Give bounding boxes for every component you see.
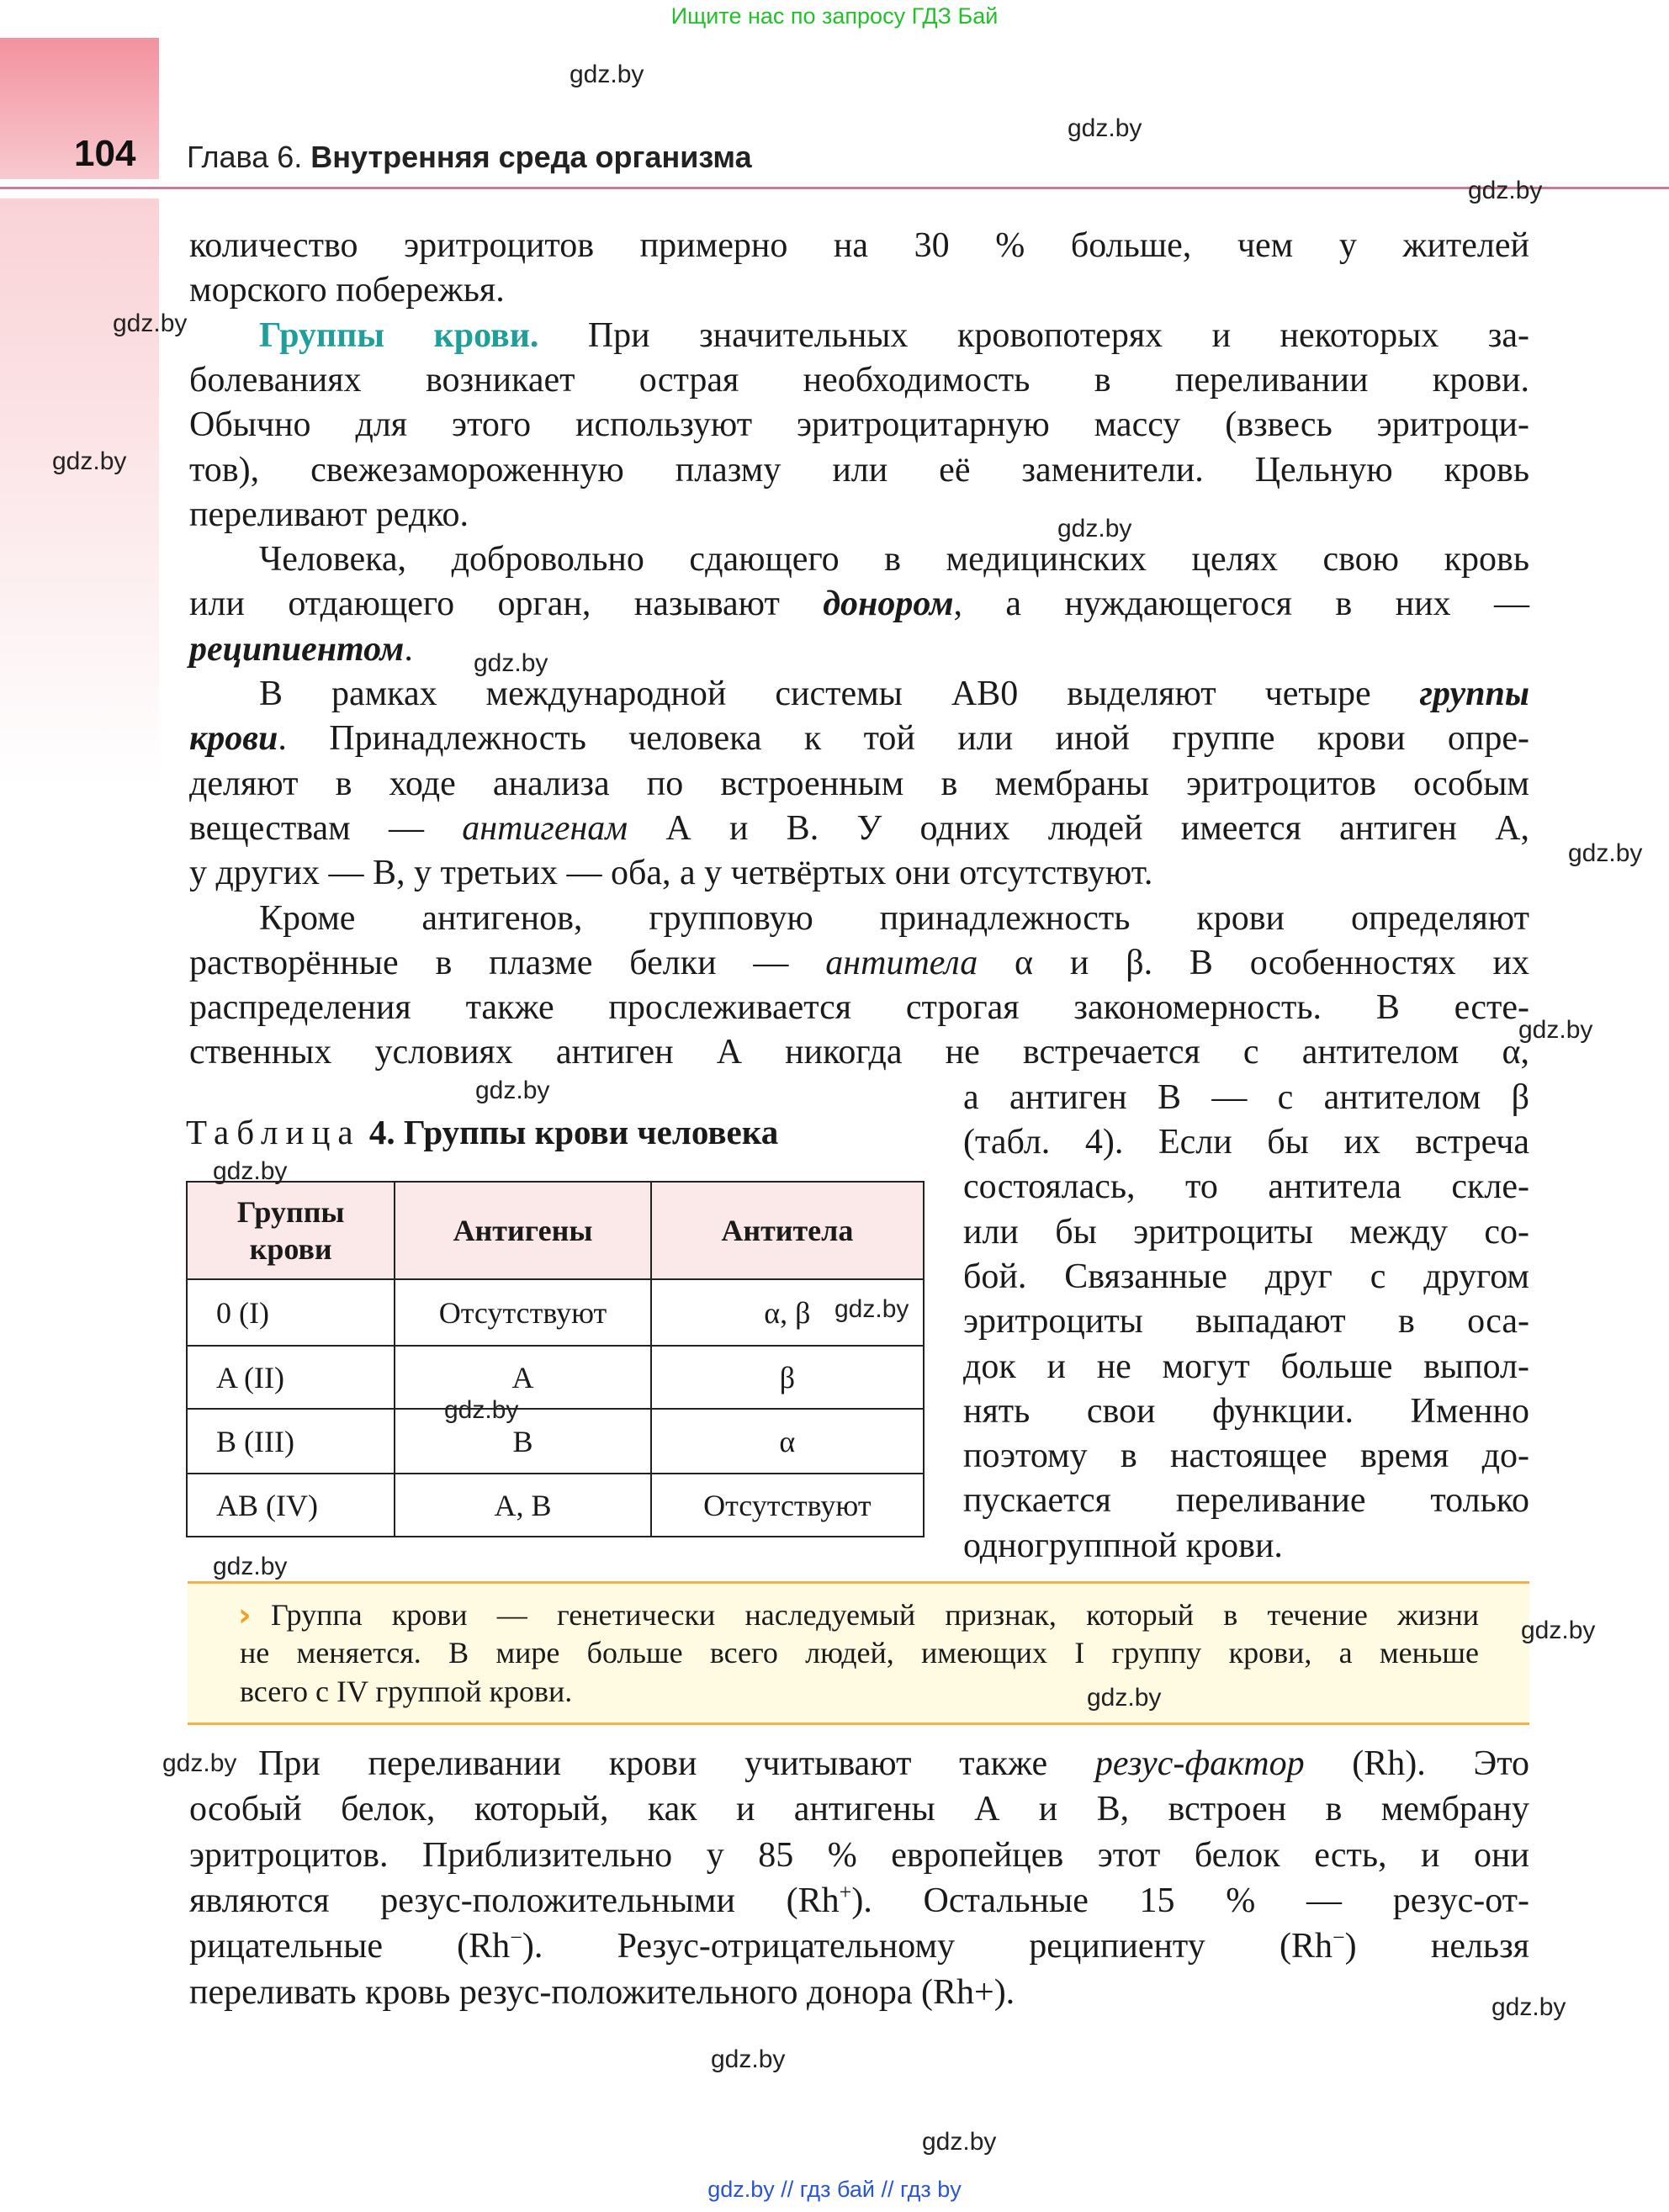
text-segment: особый белок, который, как и антигены А и В, встроен в мембрану <box>189 1790 1529 1829</box>
text-segment: . Принадлежность человека к той или иной группе крови опре- <box>278 719 1529 759</box>
text-line <box>189 402 1529 447</box>
text-line <box>189 1833 1529 1878</box>
text-line <box>189 581 1529 627</box>
text-segment: являются резус-положительными (Rh <box>189 1881 840 1920</box>
text-segment: При значительных кровопотерях и некоторых за- <box>538 315 1529 355</box>
text-segment: не меняется. В мире больше всего людей, имеющих I группу крови, а меньше <box>240 1636 1479 1670</box>
cell-group: B (III) <box>187 1409 395 1474</box>
text-line <box>963 1164 1529 1209</box>
text-segment: болеваниях возникает острая необходимость в переливании крови. <box>189 360 1529 400</box>
text-line <box>189 447 1529 493</box>
text-segment: рицательные (Rh <box>189 1927 511 1966</box>
text-segment: ). Резус-отрицательному реципиенту (Rh <box>522 1927 1333 1966</box>
text-line <box>189 357 1529 403</box>
header-divider <box>0 187 1669 189</box>
chevron-right-icon: › <box>238 1596 252 1633</box>
text-line <box>189 806 1529 851</box>
text-segment: А и В. У одних людей имеется антиген А, <box>628 808 1529 848</box>
page-number: 104 <box>74 133 136 174</box>
text-line <box>963 1299 1529 1344</box>
search-hint-banner: Ищите нас по запросу ГДЗ Бай <box>670 3 999 29</box>
text-segment: растворённые в плазме белки — <box>189 943 826 982</box>
watermark: gdz.by <box>922 2128 997 2156</box>
table-caption <box>186 1112 778 1152</box>
text-segment: или отдающего орган, называют <box>189 585 824 624</box>
table-header-row <box>187 1182 924 1279</box>
text-segment: тов), свежезамороженную плазму или её заменители. Цельную кровь <box>189 450 1529 489</box>
text-line <box>259 537 1529 582</box>
text-segment: док и не могут больше выпол- <box>963 1347 1529 1386</box>
watermark: gdz.by <box>1518 1016 1593 1044</box>
text-line <box>189 267 1529 313</box>
text-segment: распределения также прослеживается строгая закономерность. В есте- <box>189 988 1529 1028</box>
text-line <box>963 1119 1529 1165</box>
watermark: gdz.by <box>162 1749 237 1777</box>
watermark: gdz.by <box>570 61 644 88</box>
text-segment: Кроме антигенов, групповую принадлежность крови определяют <box>259 898 1529 938</box>
watermark: gdz.by <box>1521 1617 1596 1644</box>
chapter-heading <box>187 140 752 175</box>
text-segment: переливают редко. <box>189 495 469 534</box>
watermark: gdz.by <box>52 447 127 475</box>
text-line <box>189 761 1529 807</box>
watermark: gdz.by <box>711 2045 786 2073</box>
text-line <box>271 1596 1479 1634</box>
text-line <box>963 1433 1529 1479</box>
text-segment: ) нельзя <box>1344 1927 1529 1966</box>
table-row <box>187 1346 924 1409</box>
cell-group: AB (IV) <box>187 1474 395 1537</box>
table-row <box>187 1474 924 1537</box>
text-line <box>963 1209 1529 1255</box>
text-segment: морского побережья. <box>189 271 505 310</box>
watermark: gdz.by <box>474 649 548 677</box>
text-line <box>189 627 1529 672</box>
chapter-title: Внутренняя среда организма <box>310 140 752 174</box>
text-line <box>258 1741 1529 1786</box>
emphasis-term: крови <box>189 719 278 759</box>
text-segment: α и β. В особенностях их <box>978 943 1530 982</box>
text-line <box>189 223 1529 268</box>
text-segment: ственных условиях антиген А никогда не встречается с антителом α, <box>189 1033 1529 1072</box>
superscript: − <box>1332 1925 1345 1950</box>
watermark: gdz.by <box>213 1553 288 1580</box>
cell-antibodies: β <box>651 1346 924 1409</box>
text-line <box>189 1970 1529 2015</box>
text-line <box>963 1344 1529 1389</box>
table-caption-label: Таблица <box>186 1113 361 1151</box>
watermark: gdz.by <box>1057 515 1132 542</box>
blood-groups-table <box>186 1181 925 1537</box>
superscript: − <box>510 1925 522 1950</box>
text-line <box>963 1075 1529 1120</box>
emphasis-term: группы <box>1419 675 1529 713</box>
text-segment: всего с IV группой крови. <box>240 1674 573 1708</box>
watermark: gdz.by <box>475 1077 550 1104</box>
text-line <box>240 1673 1479 1711</box>
margin-decoration <box>0 198 159 787</box>
emphasis-term: реципиентом <box>189 629 405 669</box>
superscript: + <box>839 1879 852 1904</box>
text-segment: . <box>404 629 413 669</box>
text-line <box>189 850 1529 896</box>
text-segment: одногруппной крови. <box>963 1526 1283 1565</box>
text-line <box>189 940 1529 986</box>
text-line <box>259 671 1529 717</box>
cell-group: 0 (I) <box>187 1279 395 1346</box>
text-segment: Человека, добровольно сдающего в медицинских целях свою кровь <box>259 540 1529 579</box>
watermark: gdz.by <box>444 1396 519 1424</box>
cell-antigens: Отсутствуют <box>395 1279 650 1346</box>
text-line <box>189 985 1529 1030</box>
text-line <box>189 492 1529 537</box>
text-segment: количество эритроцитов примерно на 30 % больше, чем у жителей <box>189 226 1529 265</box>
cell-antigens: A, B <box>395 1474 650 1537</box>
watermark: gdz.by <box>213 1157 288 1185</box>
table-caption-title: 4. Группы крови человека <box>368 1113 779 1151</box>
text-line <box>963 1478 1529 1523</box>
text-line <box>963 1254 1529 1299</box>
emphasis-term: антигенам <box>462 808 628 848</box>
text-segment: В рамках международной системы АВ0 выделяют четыре <box>259 675 1420 713</box>
cell-antigens: B <box>395 1409 650 1474</box>
text-segment: нять свои функции. Именно <box>963 1391 1529 1431</box>
text-segment: деляют в ходе анализа по встроенным в мембраны эритроцитов особым <box>189 764 1529 803</box>
text-line <box>189 716 1529 761</box>
text-segment: , а нуждающегося в них — <box>953 585 1529 624</box>
text-line <box>259 313 1529 358</box>
text-line <box>189 1029 1529 1075</box>
text-segment: у других — В, у третьих — оба, а у четвёртых они отсутствуют. <box>189 854 1153 893</box>
text-segment: состоялась, то антитела скле- <box>963 1167 1529 1207</box>
text-segment: (табл. 4). Если бы их встреча <box>963 1123 1529 1162</box>
text-segment: При переливании крови учитывают также <box>258 1744 1095 1783</box>
watermark: gdz.by <box>834 1295 909 1323</box>
header-blood-group: Группы крови <box>187 1182 395 1279</box>
watermark: gdz.by <box>113 310 188 337</box>
header-antibodies: Антитела <box>651 1182 924 1279</box>
text-segment: веществам — <box>189 808 463 848</box>
table-row <box>187 1279 924 1346</box>
text-segment: эритроциты выпадают в оса- <box>963 1302 1529 1341</box>
footer-links[interactable]: gdz.by // гдз бай // гдз by <box>707 2177 962 2202</box>
text-segment: поэтому в настоящее время до- <box>963 1437 1529 1476</box>
text-segment: бой. Связанные друг с другом <box>963 1257 1529 1296</box>
text-line <box>189 1786 1529 1832</box>
section-heading: Группы крови. <box>259 315 539 355</box>
watermark: gdz.by <box>1468 177 1543 204</box>
cell-antibodies: Отсутствуют <box>651 1474 924 1537</box>
text-line <box>259 896 1529 941</box>
watermark: gdz.by <box>1068 114 1142 142</box>
text-line <box>240 1634 1479 1672</box>
watermark: gdz.by <box>1087 1684 1162 1712</box>
text-line <box>963 1523 1529 1569</box>
text-segment: а антиген В — с антителом β <box>963 1077 1529 1117</box>
emphasis-term: резус-фактор <box>1094 1744 1305 1783</box>
text-segment: эритроцитов. Приблизительно у 85 % европейцев этот белок есть, и они <box>189 1835 1529 1875</box>
text-segment: или бы эритроциты между со- <box>963 1212 1529 1252</box>
text-segment: Обычно для этого используют эритроцитарную массу (взвесь эритроци- <box>189 405 1529 445</box>
text-line <box>189 1878 1529 1924</box>
text-segment: Группа крови — генетически наследуемый признак, который в течение жизни <box>271 1598 1479 1632</box>
cell-antibodies: α, β <box>651 1279 924 1346</box>
watermark: gdz.by <box>1492 1993 1566 2021</box>
cell-group: A (II) <box>187 1346 395 1409</box>
text-line <box>963 1389 1529 1434</box>
text-line <box>189 1924 1529 1969</box>
text-segment: (Rh). Это <box>1304 1744 1529 1783</box>
emphasis-term: донором <box>823 585 954 624</box>
text-segment: ). Остальные 15 % — резус-от- <box>851 1881 1529 1920</box>
watermark: gdz.by <box>1568 839 1643 867</box>
text-segment: переливать кровь резус-положительного донора (Rh+). <box>189 1972 1015 2012</box>
cell-antibodies: α <box>651 1409 924 1474</box>
text-segment: пускается переливание только <box>963 1481 1529 1521</box>
emphasis-term: антитела <box>825 943 978 982</box>
chapter-prefix: Глава 6. <box>187 140 303 174</box>
header-antigens: Антигены <box>395 1182 650 1279</box>
table-row <box>187 1409 924 1474</box>
cell-antigens: A <box>395 1346 650 1409</box>
